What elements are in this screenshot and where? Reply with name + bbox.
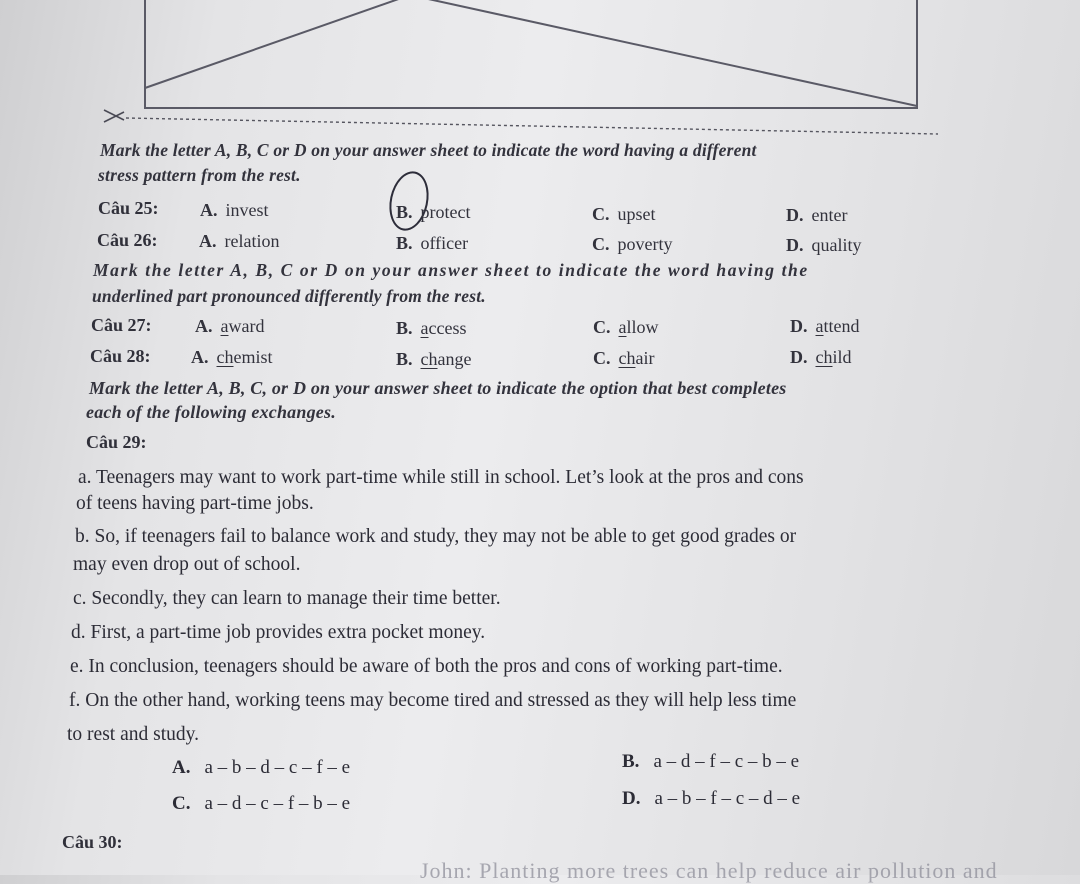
- q26-option-c: C. poverty: [592, 234, 673, 254]
- q28-option-c: C. chair: [593, 348, 655, 368]
- q29-option-a: A. a – b – d – c – f – e: [172, 757, 351, 778]
- q27-option-c: C. allow: [593, 317, 659, 337]
- instruction-stress-line-2: stress pattern from the rest.: [98, 165, 301, 185]
- instruction-stress-line-1: Mark the letter A, B, C or D on your answer sheet to indicate the word having a different: [100, 140, 757, 160]
- q30-partial-text: John: Planting more trees can help reduce air pollution and: [420, 858, 998, 883]
- answer-box-diagonal-right: [410, 0, 917, 106]
- q29-option-b: B. a – d – f – c – b – e: [622, 751, 800, 772]
- instruction-exchange-line-1: Mark the letter A, B, C, or D on your answer sheet to indicate the option that best completes: [89, 378, 787, 398]
- q29-sentence-a-line-1: a. Teenagers may want to work part-time while still in school. Let’s look at the pros and cons: [78, 467, 804, 488]
- question-26-label: Câu 26:: [97, 230, 158, 250]
- q25-option-c: C. upset: [592, 204, 656, 224]
- q28-option-a: A. chemist: [191, 347, 273, 367]
- question-28-label: Câu 28:: [90, 346, 151, 366]
- q29-sentence-d: d. First, a part-time job provides extra pocket money.: [71, 622, 486, 643]
- q26-option-d: D. quality: [786, 235, 862, 255]
- q29-option-c: C. a – d – c – f – b – e: [172, 793, 351, 814]
- answer-circle-mark: [384, 168, 434, 235]
- q25-option-a: A. invest: [200, 200, 269, 220]
- instruction-pronunciation-line-1: Mark the letter A, B, C or D on your answer sheet to indicate the word having the: [93, 260, 809, 280]
- q27-option-d: D. attend: [790, 316, 860, 336]
- q26-option-a: A. relation: [199, 231, 280, 251]
- answer-box-drawing: [0, 0, 1080, 140]
- answer-box-frame: [145, 0, 917, 108]
- q29-sentence-f-line-2: to rest and study.: [67, 724, 199, 745]
- q25-option-d: D. enter: [786, 205, 848, 225]
- q29-sentence-c: c. Secondly, they can learn to manage their time better.: [73, 588, 501, 609]
- answer-box-diagonal-left: [145, 0, 410, 88]
- q29-sentence-e: e. In conclusion, teenagers should be aware of both the pros and cons of working part-time.: [70, 656, 783, 677]
- q29-sentence-b-line-1: b. So, if teenagers fail to balance work and study, they may not be able to get good grades or: [75, 526, 797, 547]
- q29-sentence-f-line-1: f. On the other hand, working teens may become tired and stressed as they will help less time: [69, 690, 797, 711]
- instruction-pronunciation-line-2: underlined part pronounced differently from the rest.: [92, 286, 486, 306]
- q29-option-d: D. a – b – f – c – d – e: [622, 788, 801, 809]
- question-29-label: Câu 29:: [86, 432, 147, 452]
- q28-option-b: B. change: [396, 349, 472, 369]
- instruction-exchange-line-2: each of the following exchanges.: [86, 402, 336, 422]
- q27-option-b: B. access: [396, 318, 467, 338]
- q29-sentence-a-line-2: of teens having part-time jobs.: [76, 493, 314, 514]
- scissors-icon: [104, 110, 124, 122]
- q25-option-b: B. protect: [396, 202, 471, 222]
- question-25-label: Câu 25:: [98, 198, 159, 218]
- question-27-label: Câu 27:: [91, 315, 152, 335]
- cut-line: [126, 118, 938, 134]
- question-30-label: Câu 30:: [62, 832, 123, 852]
- q27-option-a: A. award: [195, 316, 265, 336]
- q28-option-d: D. child: [790, 347, 852, 367]
- q29-sentence-b-line-2: may even drop out of school.: [73, 554, 301, 575]
- q26-option-b: B. officer: [396, 233, 469, 253]
